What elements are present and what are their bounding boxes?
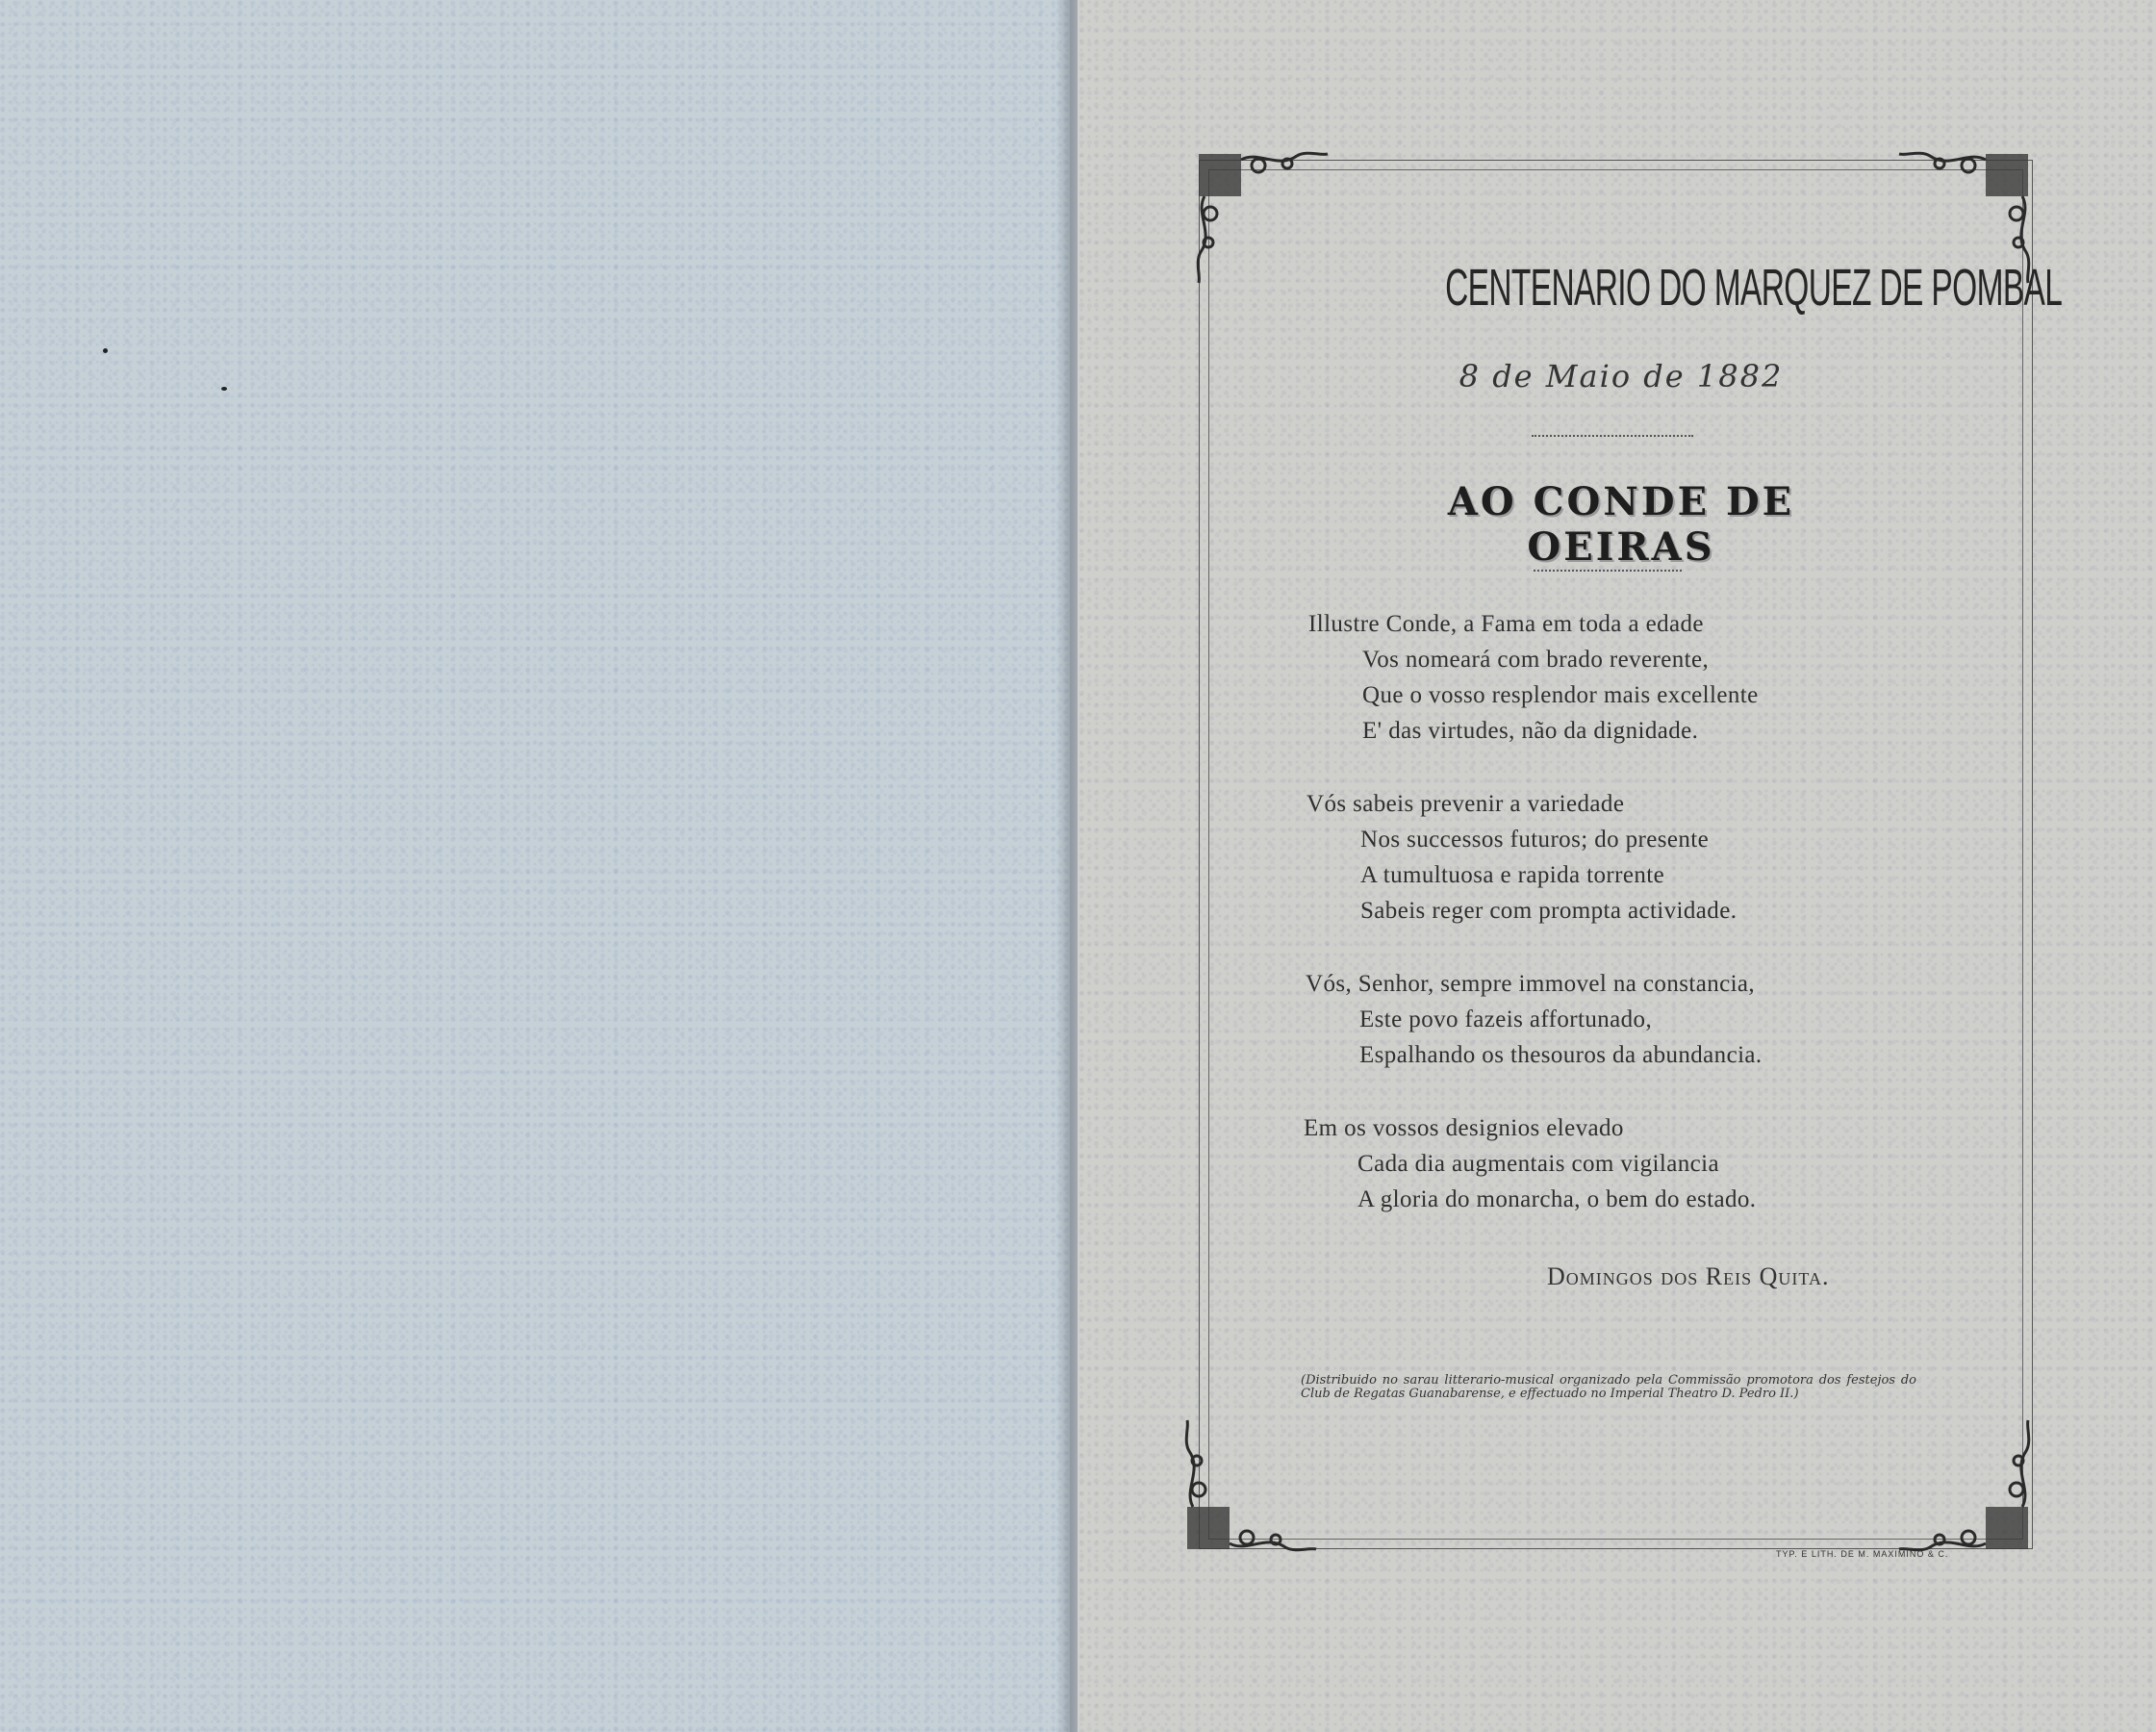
poem-line: Espalhando os thesouros da abundancia.: [1359, 1042, 1763, 1068]
author-signature: Domingos dos Reis Quita.: [1547, 1262, 1830, 1290]
corner-ornament-bottom-right: [1891, 1413, 2036, 1557]
distribution-note: (Distribuido no sarau litterario-musical organizado pela Commissão promotora dos festejos do Club de Regatas Guanabarense, e effectuado no Imperial Theatro D. Pedro II.): [1301, 1373, 1916, 1401]
poem-line: E' das virtudes, não da dignidade.: [1362, 718, 1699, 744]
corner-ornament-top-left: [1191, 146, 1335, 291]
poem-line: Sabeis reger com prompta actividade.: [1360, 898, 1737, 924]
poem-line: Vós, Senhor, sempre immovel na constancia,: [1306, 971, 1756, 997]
poem-line: A gloria do monarcha, o bem do estado.: [1357, 1186, 1757, 1212]
poem-line: Este povo fazeis affortunado,: [1359, 1006, 1653, 1032]
printer-imprint: TYP. E LITH. DE M. MAXIMINO & C.: [1776, 1549, 1949, 1559]
poem-heading: AO CONDE DE OEIRAS: [1447, 479, 1795, 570]
poem-stanza: [1306, 966, 1763, 1073]
document-date: 8 de Maio de 1882: [1458, 358, 1784, 395]
heading-divider: [1534, 570, 1682, 572]
document-title: CENTENARIO DO MARQUEZ DE POMBAL: [1445, 259, 2063, 317]
poem-line: Illustre Conde, a Fama em toda a edade: [1308, 611, 1704, 637]
paper-speck: [103, 348, 108, 353]
left-page: [0, 0, 1070, 1732]
poem-line: A tumultuosa e rapida torrente: [1360, 862, 1665, 888]
poem-stanza: [1308, 606, 1759, 749]
poem-line: Que o vosso resplendor mais excellente: [1362, 682, 1759, 708]
poem-line: Cada dia augmentais com vigilancia: [1357, 1151, 1719, 1177]
corner-ornament-bottom-left: [1179, 1413, 1324, 1557]
poem-line: Nos successos futuros; do presente: [1360, 827, 1710, 853]
title-divider: [1532, 435, 1693, 437]
paper-speck: [221, 387, 227, 391]
poem-line: Em os vossos designios elevado: [1304, 1115, 1624, 1141]
poem-line: Vos nomeará com brado reverente,: [1362, 647, 1710, 673]
poem-line: Vós sabeis prevenir a variedade: [1306, 791, 1625, 817]
poem-stanza: [1306, 786, 1737, 929]
poem-stanza: [1304, 1110, 1756, 1217]
